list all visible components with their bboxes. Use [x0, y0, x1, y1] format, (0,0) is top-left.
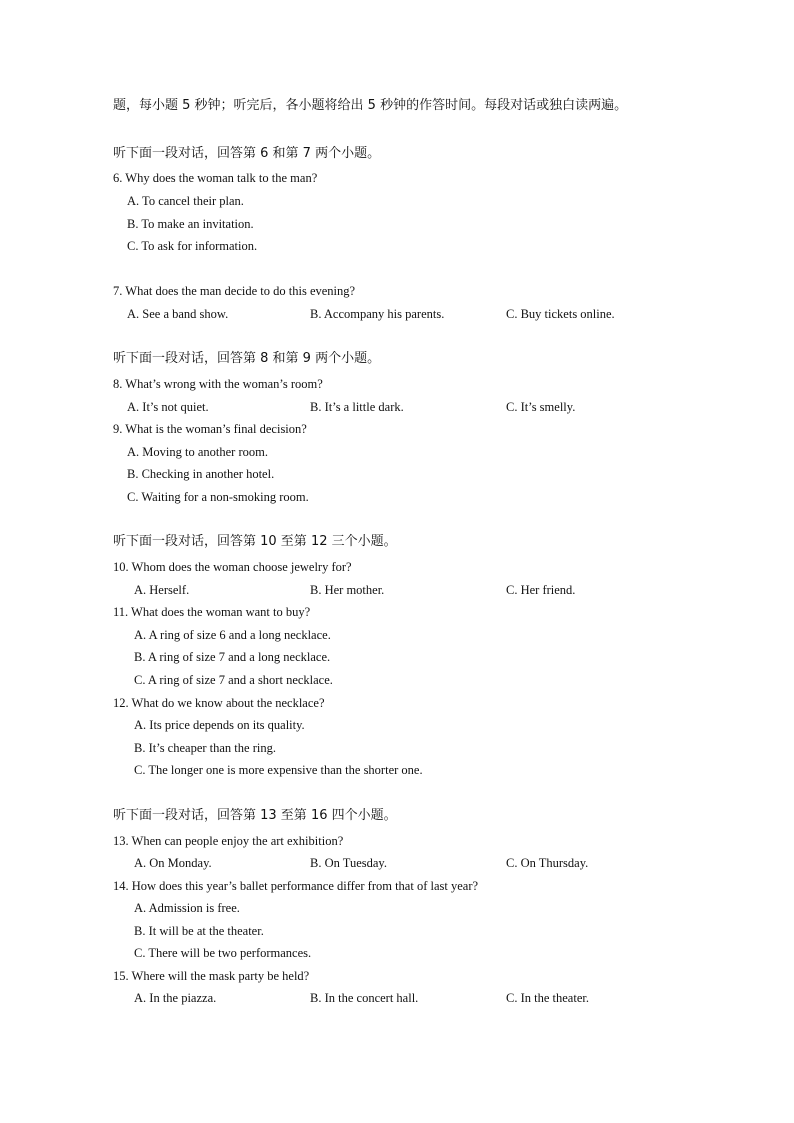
question-11-stem: 11. What does the woman want to buy?	[113, 605, 311, 619]
question-11-option-a: A. A ring of size 6 and a long necklace.	[134, 628, 331, 642]
question-7-option-a: A. See a band show.	[127, 307, 229, 321]
question-7-option-b: B. Accompany his parents.	[310, 307, 445, 321]
question-14-stem: 14. How does this year’s ballet performance differ from that of last year?	[113, 879, 479, 893]
question-9-stem: 9. What is the woman’s final decision?	[113, 422, 307, 436]
question-8-stem: 8. What’s wrong with the woman’s room?	[113, 377, 323, 391]
question-12-option-c: C. The longer one is more expensive than the shorter one.	[134, 763, 423, 777]
question-10-stem: 10. Whom does the woman choose jewelry for?	[113, 560, 352, 574]
question-6-stem: 6. Why does the woman talk to the man?	[113, 171, 318, 185]
question-13-option-c: C. On Thursday.	[506, 856, 589, 870]
question-13-stem: 13. When can people enjoy the art exhibition?	[113, 834, 344, 848]
question-15-option-b: B. In the concert hall.	[310, 991, 419, 1005]
question-6-option-c: C. To ask for information.	[127, 239, 258, 253]
question-15-option-a: A. In the piazza.	[134, 991, 217, 1005]
question-15-stem: 15. Where will the mask party be held?	[113, 969, 310, 983]
question-10-option-a: A. Herself.	[134, 583, 190, 597]
section-heading-1: 听下面一段对话，回答第 6 和第 7 两个小题。	[113, 146, 381, 161]
section-heading-3: 听下面一段对话，回答第 10 至第 12 三个小题。	[113, 534, 397, 549]
question-8-option-b: B. It’s a little dark.	[310, 400, 404, 414]
question-12-stem: 12. What do we know about the necklace?	[113, 696, 325, 710]
question-7-option-c: C. Buy tickets online.	[506, 307, 615, 321]
question-11-option-b: B. A ring of size 7 and a long necklace.	[134, 650, 331, 664]
question-15-option-c: C. In the theater.	[506, 991, 589, 1005]
question-10-option-b: B. Her mother.	[310, 583, 385, 597]
question-13-option-a: A. On Monday.	[134, 856, 212, 870]
question-10-option-c: C. Her friend.	[506, 583, 576, 597]
question-11-option-c: C. A ring of size 7 and a short necklace.	[134, 673, 333, 687]
question-12-option-b: B. It’s cheaper than the ring.	[134, 741, 276, 755]
section-heading-2: 听下面一段对话，回答第 8 和第 9 两个小题。	[113, 351, 381, 366]
question-9-option-a: A. Moving to another room.	[127, 445, 268, 459]
question-13-option-b: B. On Tuesday.	[310, 856, 387, 870]
question-14-option-b: B. It will be at the theater.	[134, 924, 264, 938]
question-7-stem: 7. What does the man decide to do this evening?	[113, 284, 356, 298]
question-9-option-b: B. Checking in another hotel.	[127, 467, 275, 481]
question-6-option-a: A. To cancel their plan.	[127, 194, 244, 208]
question-14-option-a: A. Admission is free.	[134, 901, 240, 915]
intro-text: 题，每小题 5 秒钟；听完后，各小题将给出 5 秒钟的作答时间。每段对话或独白读两遍。	[113, 98, 628, 113]
question-6-option-b: B. To make an invitation.	[127, 217, 254, 231]
question-9-option-c: C. Waiting for a non-smoking room.	[127, 490, 309, 504]
question-12-option-a: A. Its price depends on its quality.	[134, 718, 305, 732]
question-14-option-c: C. There will be two performances.	[134, 946, 312, 960]
section-heading-4: 听下面一段对话，回答第 13 至第 16 四个小题。	[113, 808, 397, 823]
question-8-option-c: C. It’s smelly.	[506, 400, 576, 414]
question-8-option-a: A. It’s not quiet.	[127, 400, 209, 414]
